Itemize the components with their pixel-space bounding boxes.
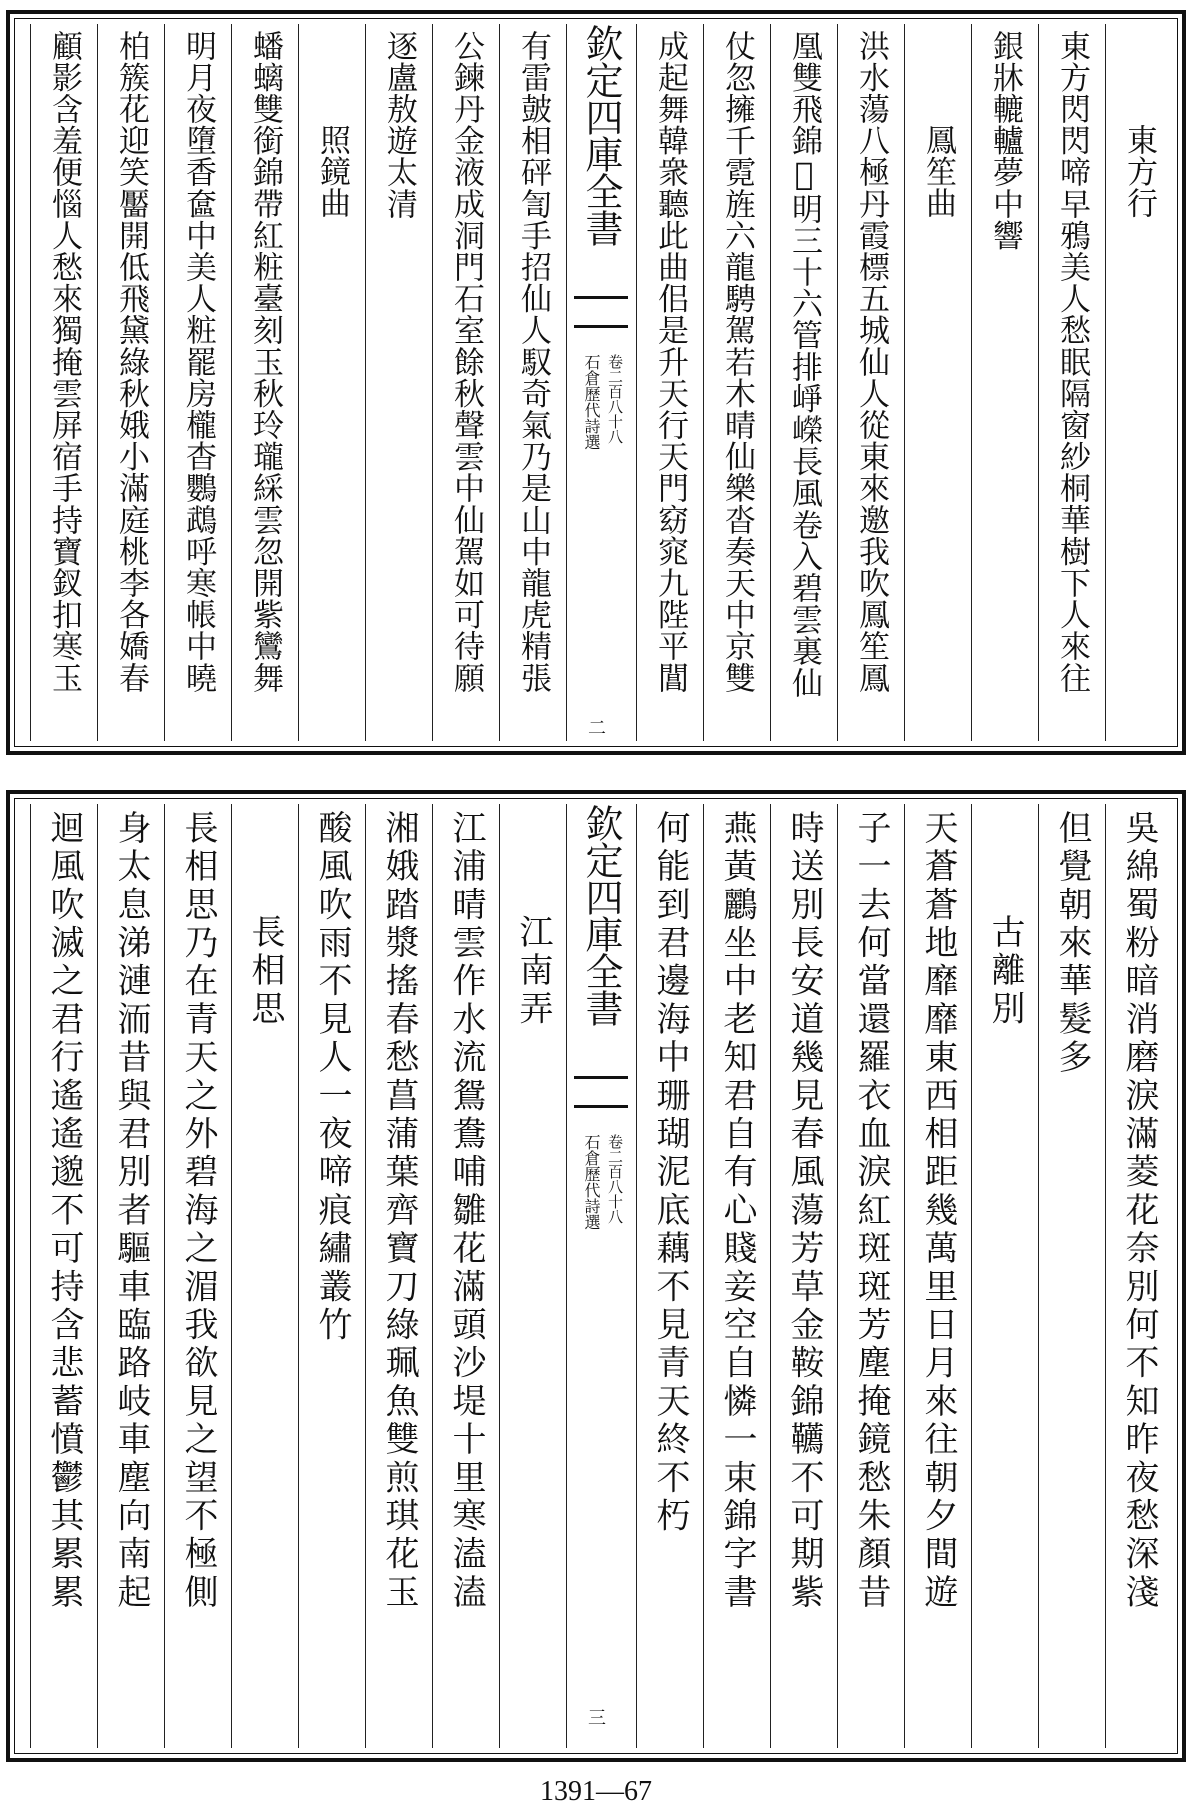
text-column [298, 804, 365, 1748]
poem-title-column [971, 804, 1038, 1748]
leaf-number: 三 [588, 1708, 606, 1729]
column-rule [971, 24, 972, 741]
volume-number: 卷二百八十八 [606, 354, 624, 444]
poem-line: 酸風吹雨不見人一夜啼痕繡叢竹 [312, 810, 352, 1345]
column-rule [904, 24, 905, 741]
column-rule [97, 24, 98, 741]
text-column [231, 24, 298, 741]
text-column [97, 804, 164, 1748]
poem-line: 凰雙飛錦𩍐明三十六管排崢嶸長風卷入碧雲裏仙 [786, 30, 822, 699]
column-rule [837, 24, 838, 741]
column-rule [432, 804, 433, 1748]
poem-line: 逐盧敖遊太清 [381, 30, 417, 220]
poem-title: 東方行 [1121, 124, 1157, 219]
poem-line: 吳綿蜀粉暗消磨淚滿菱花奈別何不知昨夜愁深淺 [1119, 810, 1159, 1613]
poem-line: 有雷皷相砰訇手招仙人馭奇氣乃是山中龍虎精張 [515, 30, 551, 694]
top-page [6, 10, 1186, 755]
poem-line: 子一去何當還羅衣血淚紅斑斑芳塵掩鏡愁朱顏昔 [851, 810, 891, 1613]
bottom-page [6, 790, 1186, 1762]
poem-line: 成起舞韓衆聽此曲佀是升天行天門窈窕九陛平閶 [652, 30, 688, 694]
book-title: 石倉歷代詩選 [582, 1134, 601, 1230]
column-rule [499, 24, 500, 741]
text-column [30, 804, 97, 1748]
text-column [971, 24, 1038, 741]
leaf-number: 二 [588, 718, 606, 739]
text-column [770, 804, 837, 1748]
text-column [904, 804, 971, 1748]
column-rule [703, 24, 704, 741]
column-rule [97, 804, 98, 1748]
text-column [30, 24, 97, 741]
poem-title-column [231, 804, 298, 1748]
page-footer-number: 1391—67 [540, 1776, 652, 1807]
text-column [365, 24, 432, 741]
column-rule [636, 24, 637, 741]
column-rule [904, 804, 905, 1748]
poem-line: 身太息涕漣洏昔與君別者驅車臨路岐車塵向南起 [111, 810, 151, 1613]
bottom-page-columns [20, 804, 1172, 1748]
column-rule [770, 804, 771, 1748]
column-rule [499, 804, 500, 1748]
column-rule [566, 24, 567, 741]
poem-line: 湘娥踏漿搖春愁菖蒲葉齊寶刀綠珮魚雙煎琪花玉 [379, 810, 419, 1613]
poem-title: 鳳笙曲 [920, 124, 956, 219]
text-column [97, 24, 164, 741]
text-column [1038, 24, 1105, 741]
text-column [164, 24, 231, 741]
text-column [703, 24, 770, 741]
text-column [636, 804, 703, 1748]
poem-line: 洪水蕩八極丹霞標五城仙人從東來邀我吹鳳笙鳳 [853, 30, 889, 694]
column-rule [30, 804, 31, 1748]
poem-line: 銀牀轆轤夢中響 [987, 30, 1023, 252]
poem-line: 燕黃鸝坐中老知君自有心賤妾空自憐一束錦字書 [717, 810, 757, 1613]
column-rule [231, 24, 232, 741]
poem-line: 顧影含羞便惱人愁來獨掩雲屏宿手持寶釵扣寒玉 [46, 30, 82, 694]
center-fold-column [566, 804, 636, 1748]
column-rule [231, 804, 232, 1748]
column-rule [1105, 804, 1106, 1748]
column-rule [837, 804, 838, 1748]
poem-line: 天蒼蒼地靡靡東西相距幾萬里日月來往朝夕間遊 [918, 810, 958, 1613]
text-column [837, 804, 904, 1748]
text-column [164, 804, 231, 1748]
column-rule [636, 804, 637, 1748]
fish-tail-mark [574, 296, 628, 328]
column-rule [432, 24, 433, 741]
poem-line: 迴風吹滅之君行遙遙邈不可持含悲蓄憤鬱其累累 [44, 810, 84, 1613]
poem-line: 何能到君邊海中珊瑚泥底藕不見青天終不朽 [650, 810, 690, 1536]
text-column [365, 804, 432, 1748]
collection-header: 欽定四庫全書 [579, 24, 623, 246]
text-column [1038, 804, 1105, 1748]
column-rule [1038, 804, 1039, 1748]
column-rule [770, 24, 771, 741]
top-page-columns [20, 24, 1172, 741]
poem-line: 明月夜墮香奩中美人粧罷房櫳杳鸚鵡呼寒帳中曉 [180, 30, 216, 694]
poem-line: 時送別長安道幾見春風蕩芳草金鞍錦韉不可期紫 [784, 810, 824, 1613]
column-rule [1105, 24, 1106, 741]
column-rule [298, 804, 299, 1748]
text-column [837, 24, 904, 741]
column-rule [298, 24, 299, 741]
column-rule [1038, 24, 1039, 741]
poem-line: 蟠螭雙銜錦帶紅粧臺刻玉秋玲瓏綵雲忽開紫鸞舞 [247, 30, 283, 694]
poem-line: 長相思乃在青天之外碧海之湄我欲見之望不極側 [178, 810, 218, 1613]
poem-title-column [904, 24, 971, 741]
volume-number: 卷二百八十八 [606, 1134, 624, 1224]
poem-title: 古離別 [985, 914, 1025, 1029]
text-column [1105, 804, 1172, 1748]
book-title: 石倉歷代詩選 [582, 354, 601, 450]
column-rule [365, 24, 366, 741]
poem-line: 柏簇花迎笑靨開低飛黛綠秋娥小滿庭桃李各嬌春 [113, 30, 149, 694]
poem-line: 江浦晴雲作水流鴛鴦哺雛花滿頭沙堤十里寒溘溘 [446, 810, 486, 1613]
text-column [499, 24, 566, 741]
column-rule [971, 804, 972, 1748]
column-rule [30, 24, 31, 741]
center-fold-column [566, 24, 636, 741]
column-rule [164, 24, 165, 741]
text-column [636, 24, 703, 741]
text-column [432, 24, 499, 741]
poem-title: 長相思 [245, 914, 285, 1029]
column-rule [566, 804, 567, 1748]
poem-line: 公鍊丹金液成洞門石室餘秋聲雲中仙駕如可待願 [448, 30, 484, 694]
column-rule [164, 804, 165, 1748]
collection-header: 欽定四庫全書 [579, 804, 623, 1026]
text-column [770, 24, 837, 741]
column-rule [703, 804, 704, 1748]
poem-title-column [499, 804, 566, 1748]
column-rule [365, 804, 366, 1748]
poem-line: 但覺朝來華髮多 [1052, 810, 1092, 1078]
poem-title-column [1105, 24, 1172, 741]
text-column [432, 804, 499, 1748]
text-column [703, 804, 770, 1748]
poem-title: 照鏡曲 [314, 124, 350, 219]
poem-line: 仗忽擁千霓旌六龍騁駕若木晴仙樂沓奏天中京雙 [719, 30, 755, 694]
poem-title-column [298, 24, 365, 741]
poem-line: 東方閃閃啼早鴉美人愁眠隔窗紗桐華樹下人來往 [1054, 30, 1090, 694]
fish-tail-mark [574, 1076, 628, 1108]
poem-title: 江南弄 [513, 914, 553, 1029]
